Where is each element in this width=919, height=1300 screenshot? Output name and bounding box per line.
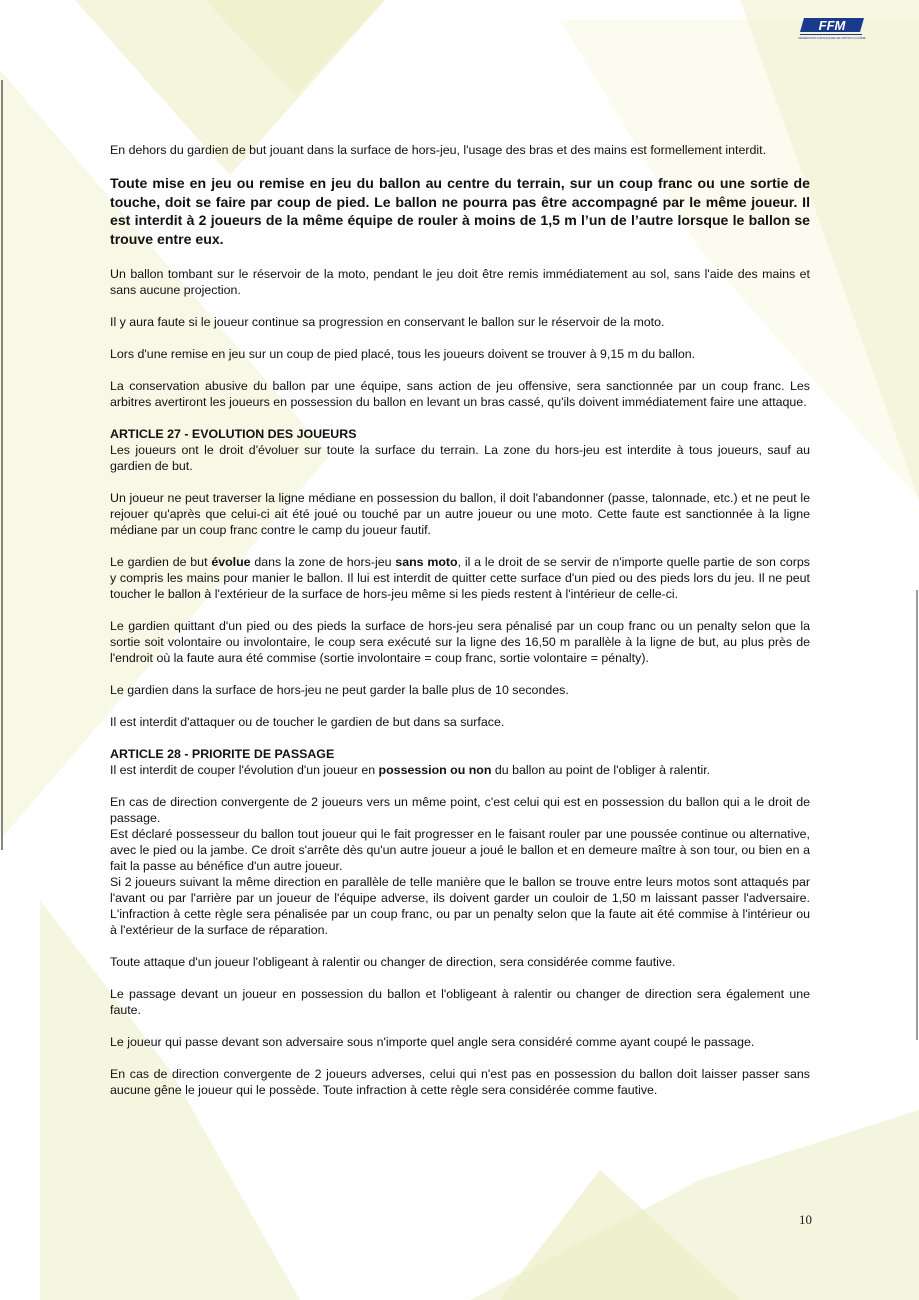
paragraph: La conservation abusive du ballon par une équipe, sans action de jeu offensive, sera sanctionnée par un coup franc. Les arbitres avertiront les joueurs en possession du ballon en levant un bras cassé, qu'ils doivent immédiatement faire une attaque.: [110, 379, 810, 409]
paragraph: Lors d'une remise en jeu sur un coup de pied placé, tous les joueurs doivent se trouver à 9,15 m du ballon.: [110, 347, 696, 361]
paragraph: [110, 762, 810, 778]
paragraph: En cas de direction convergente de 2 joueurs adverses, celui qui n'est pas en possession du ballon doit laisser passer sans aucune gêne le joueur qui le possède. Toute infraction à cette règle sera considérée comme fautive.: [110, 1067, 810, 1097]
paragraph: [110, 554, 810, 602]
paragraph: Si 2 joueurs suivant la même direction en parallèle de telle manière que le ballon se trouve entre leurs motos sont attaqués par l'avant ou par l'arrière par un joueur de l'équipe adverse, ils doivent garder un couloir de 1,50 m laissant passer l'adversaire. L'infraction à cette règle sera pénalisée par un coup franc, ou par un penalty selon que la faute ait été commise à l'intérieur ou à l'extérieur de la surface de réparation.: [110, 875, 810, 937]
text-run: dans la zone de hors-jeu: [250, 555, 396, 569]
text-run: , il a le droit de se servir de n'importe quelle partie de son corps y compris les mains pour manier le ballon. Il lui est interdit de quitter cette surface d'un pied ou des pieds lors du jeu. Il ne peut toucher le ballon à l'extérieur de la surface de hors-jeu même si les pieds restent à l'intérieur de celle-ci.: [110, 555, 810, 601]
paragraph: Est déclaré possesseur du ballon tout joueur qui le fait progresser en le faisant rouler par une poussée continue ou alternative, avec le pied ou la jambe. Ce droit s'arrête dès qu'un autre joueur a joué le ballon et en demeure maître à son tour, ou bien en a fait la passe au bénéfice d'un autre joueur.: [110, 827, 810, 873]
paragraph: Toute attaque d'un joueur l'obligeant à ralentir ou changer de direction, sera considérée comme fautive.: [110, 955, 676, 969]
bold-text: sans moto: [395, 555, 458, 569]
paragraph: Le gardien quittant d'un pied ou des pieds la surface de hors-jeu sera pénalisé par un coup franc ou un penalty selon que la sortie soit volontaire ou involontaire, le coup sera exécuté sur la ligne des 16,50 m parallèle à la ligne de but, au plus près de l'endroit où la faute aura été commise (sortie involontaire = coup franc, sortie volontaire = pénalty).: [110, 619, 810, 665]
text-run: du ballon au point de l'obliger à ralentir.: [491, 763, 711, 777]
ffm-logo: [798, 16, 866, 40]
bold-text: possession ou non: [378, 763, 492, 777]
paragraph: Un joueur ne peut traverser la ligne médiane en possession du ballon, il doit l'abandonner (passe, talonnade, etc.) et ne peut le rejouer qu'après que celui-ci ait été joué ou touché par un autre joueur ou une moto. Cette faute est sanctionnée à la ligne médiane par un coup franc contre le camp du joueur fautif.: [110, 491, 810, 537]
article-28-heading: ARTICLE 28 - PRIORITE DE PASSAGE: [110, 747, 335, 761]
document-body: [110, 142, 810, 1114]
article-27-heading: ARTICLE 27 - EVOLUTION DES JOUEURS: [110, 427, 357, 441]
lead-paragraph: Toute mise en jeu ou remise en jeu du ballon au centre du terrain, sur un coup franc ou une sortie de touche, doit se faire par coup de pied. Le ballon ne pourra pas être accompagné par le même joueur. Il est interdit à 2 joueurs de la même équipe de rouler à moins de 1,5 m l’un de l’autre lorsque le ballon se trouve entre eux.: [110, 175, 810, 247]
text-run: Le gardien de but: [110, 555, 212, 569]
page-number: 10: [799, 1212, 812, 1227]
logo-subtext: FÉDÉRATION FRANÇAISE DE MOTOCYCLISME: [798, 36, 866, 40]
paragraph: Il y aura faute si le joueur continue sa progression en conservant le ballon sur le réservoir de la moto.: [110, 315, 665, 329]
paragraph: Le gardien dans la surface de hors-jeu ne peut garder la balle plus de 10 secondes.: [110, 683, 569, 697]
paragraph: Les joueurs ont le droit d'évoluer sur toute la surface du terrain. La zone du hors-jeu est interdite à tous joueurs, sauf au gardien de but.: [110, 443, 810, 473]
bold-text: évolue: [211, 555, 251, 569]
text-run: Il est interdit de couper l'évolution d'un joueur en: [110, 763, 379, 777]
paragraph: En cas de direction convergente de 2 joueurs vers un même point, c'est celui qui est en possession du ballon qui a le droit de passage.: [110, 795, 810, 825]
paragraph: En dehors du gardien de but jouant dans la surface de hors-jeu, l'usage des bras et des mains est formellement interdit.: [110, 143, 767, 157]
paragraph: Le joueur qui passe devant son adversaire sous n'importe quel angle sera considéré comme ayant coupé le passage.: [110, 1035, 755, 1049]
paragraph: Un ballon tombant sur le réservoir de la moto, pendant le jeu doit être remis immédiatement au sol, sans l'aide des mains et sans aucune projection.: [110, 267, 810, 297]
logo-text: FFM: [818, 18, 846, 33]
paragraph: Le passage devant un joueur en possession du ballon et l'obligeant à ralentir ou changer de direction sera également une faute.: [110, 987, 810, 1017]
paragraph: Il est interdit d'attaquer ou de toucher le gardien de but dans sa surface.: [110, 715, 505, 729]
